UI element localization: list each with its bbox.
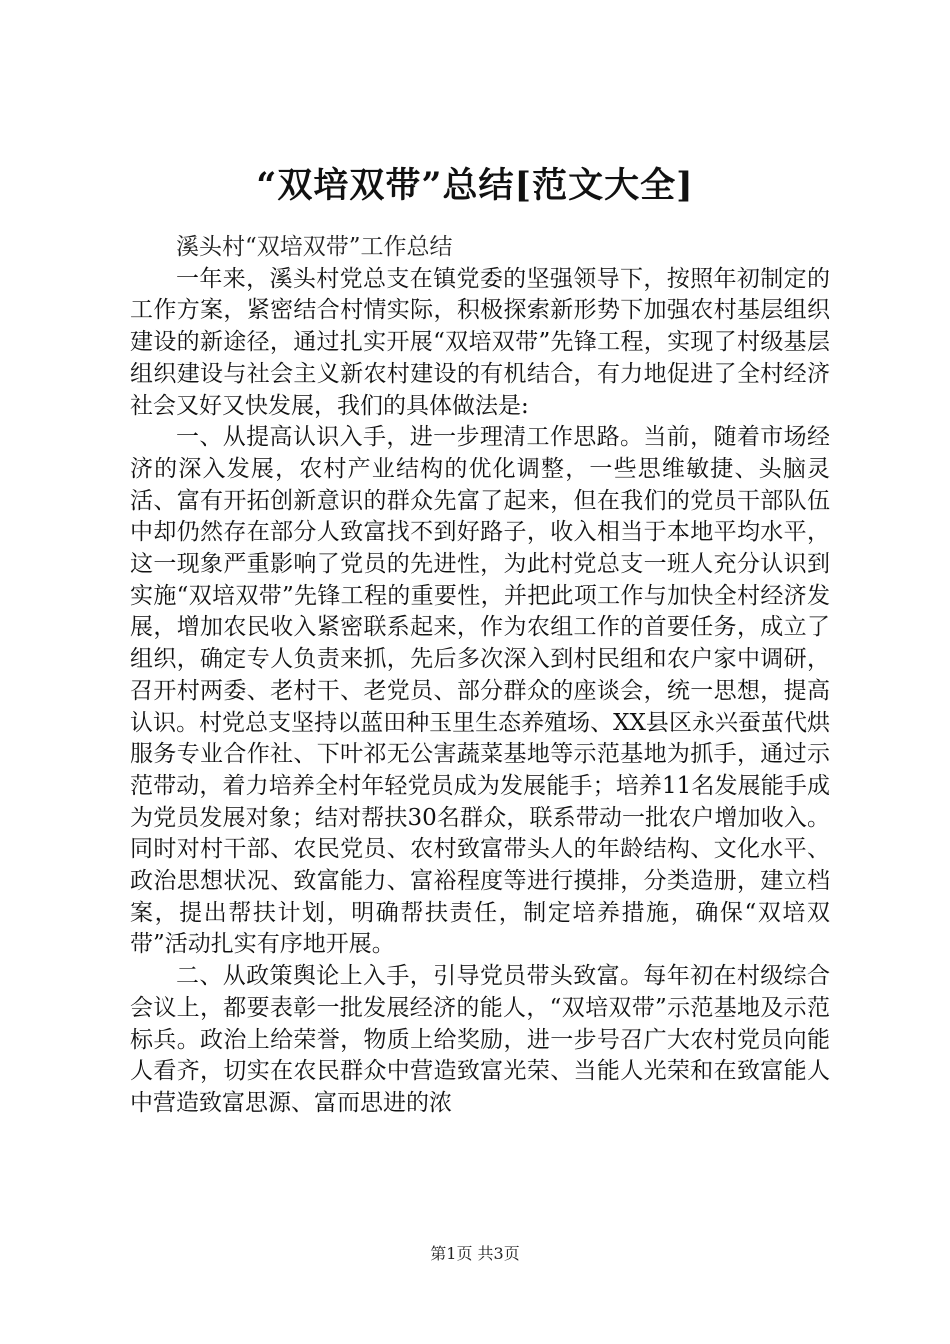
- paragraph-section-two: 二、从政策舆论上入手，引导党员带头致富。每年初在村级综合会议上，都要表彰一批发展经济的能人，“双培双带”示范基地及示范标兵。政治上给荣誉，物质上给奖励，进一步号召广大农村党员向能人看齐，切实在农民群众中营造致富光荣、当能人光荣和在致富能人中营造致富思源、富而思进的浓: [130, 963, 830, 1116]
- document-body: [130, 232, 830, 1120]
- paragraph-intro: 一年来，溪头村党总支在镇党委的坚强领导下，按照年初制定的工作方案，紧密结合村情实际，积极探索新形势下加强农村基层组织建设的新途径，通过扎实开展“双培双带”先锋工程，实现了村级基层组织建设与社会主义新农村建设的有机结合，有力地促进了全村经济社会又好又快发展，我们的具体做法是:: [130, 265, 830, 419]
- paragraph-section-one: 一、从提高认识入手，进一步理清工作思路。当前，随着市场经济的深入发展，农村产业结构的优化调整，一些思维敏捷、头脑灵活、富有开拓创新意识的群众先富了起来，但在我们的党员干部队伍中却仍然存在部分人致富找不到好路子，收入相当于本地平均水平，这一现象严重影响了党员的先进性，为此村党总支一班人充分认识到实施“双培双带”先锋工程的重要性，并把此项工作与加快全村经济发展，增加农民收入紧密联系起来，作为农组工作的首要任务，成立了组织，确定专人负责来抓，先后多次深入到村民组和农户家中调研，召开村两委、老村干、老党员、部分群众的座谈会，统一思想，提高认识。村党总支坚持以蓝田种玉里生态养殖场、XX县区永兴蚕茧代烘服务专业合作社、下叶祁无公害蔬菜基地等示范基地为抓手，通过示范带动，着力培养全村年轻党员成为发展能手；培养11名发展能手成为党员发展对象；结对帮扶30名群众，联系带动一批农户增加收入。同时对村干部、农民党员、农村致富带头人的年龄结构、文化水平、政治思想状况、致富能力、富裕程度等进行摸排，分类造册，建立档案，提出帮扶计划，明确帮扶责任，制定培养措施，确保“双培双带”活动扎实有序地开展。: [130, 424, 830, 958]
- document-title: “双培双带”总结[范文大全]: [256, 165, 694, 206]
- page-footer: 第1页 共3页: [430, 1244, 520, 1263]
- document-subtitle: 溪头村“双培双带”工作总结: [176, 234, 453, 260]
